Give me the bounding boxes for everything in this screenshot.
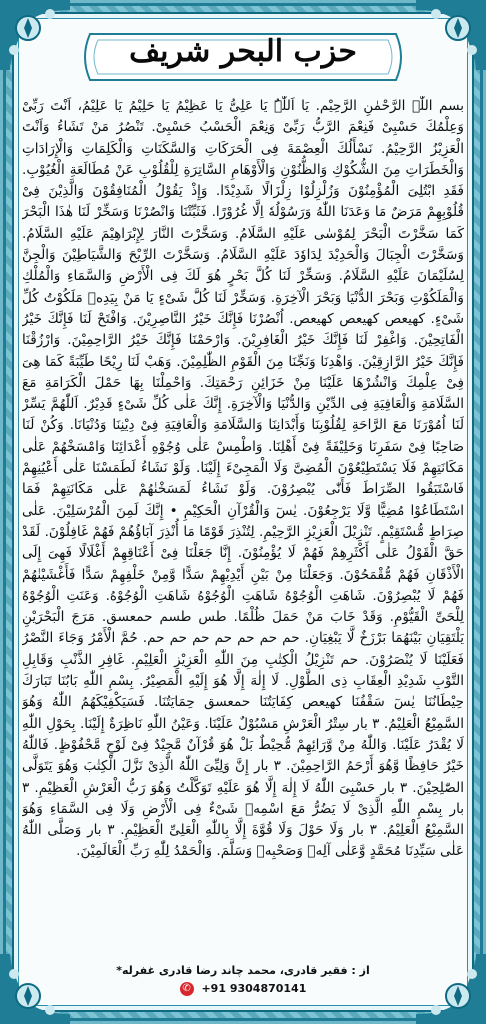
footer-phone[interactable]: +91 9304870141	[201, 982, 307, 995]
footer-phone-row	[60, 980, 426, 998]
footer-credit: از : فقیر قادری، محمد چاند رضا قادری غفرله*	[116, 964, 370, 977]
corner-ornament-bottom-right	[416, 954, 486, 1024]
title-banner	[80, 26, 406, 88]
corner-ornament-top-left	[0, 0, 70, 70]
page-title: حزب البحر شریف	[129, 34, 357, 69]
footer	[60, 962, 426, 1008]
phone-icon: ✆	[180, 982, 194, 996]
dua-body-text: بسم اللّٰہ الرَّحْمٰنِ الرَّحِیْم. یَا اَللّٰہُ یَا عَلِیُّ یَا عَظِیْمُ یَا حَلِیْمُ یَا عَلِیْمُ، اَنْتَ رَبِّیْ وَعِلْمُكَ حَسْبِیْ فَنِعْمَ الرَّبُّ رَبِّیْ وَنِعْمَ الْحَسْبُ حَسْبِیْ. تَنْصُرُ مَنْ تَشَاءُ وَاَنْتَ الْعَزِیْزُ الرَّحِیْمُ. نَسْأَلُكَ الْعِصْمَةَ فِی الْحَرَكَاتِ وَالسَّكَنَاتِ وَالْكَلِمَاتِ وَالْإِرَادَاتِ وَالْخَطَرَاتِ مِنَ الشُّكُوْكِ وَالظُّنُوْنِ وَالْأَوْهَامِ السَّاتِرَةِ لِلْقُلُوْبِ عَنْ مُطَالَعَةِ الْغُیُوْبِ. فَقَدِ ابْتُلِیَ الْمُؤْمِنُوْنَ وَزُلْزِلُوْا زِلْزَالًا شَدِیْدًا. وَإِذْ یَقُوْلُ الْمُنَافِقُوْنَ وَالَّذِیْنَ فِیْ قُلُوْبِهِمْ مَرَضٌ مَا وَعَدَنَا اللّٰهُ وَرَسُوْلُهٗ اِلَّا غُرُوْرًا. فَثَبِّتْنَا وَانْصُرْنَا وَسَخِّرْ لَنَا هٰذَا الْبَحْرَ كَمَا سَخَّرْتَ الْبَحْرَ لِمُوْسٰى عَلَیْهِ السَّلَامُ. وَسَخَّرْتَ النَّارَ لِإِبْرَاهِیْمَ عَلَیْهِ السَّلَامُ. وَسَخَّرْتَ الْجِبَالَ وَالْحَدِیْدَ لِدَاوٗدَ عَلَیْهِ السَّلَامُ. وَسَخَّرْتَ الرِّیْحَ وَالشَّیَاطِیْنَ وَالْجِنَّ لِسُلَیْمَانَ عَلَیْهِ السَّلَامُ. وَسَخِّرْ لَنَا كُلَّ بَحْرٍ هُوَ لَكَ فِی الْأَرْضِ وَالسَّمَاءِ وَالْمُلْكِ وَالْمَلَكُوْتِ وَبَحْرَ الدُّنْیَا وَبَحْرَ الْآخِرَةِ. وَسَخِّرْ لَنَا كُلَّ شَیْءٍ یَا مَنْ بِیَدِهٖ مَلَكُوْتُ كُلِّ شَیْءٍ. كهيعص كهيعص كهيعص. اُنْصُرْنَا فَإِنَّكَ خَیْرُ النَّاصِرِیْنَ. وَافْتَحْ لَنَا فَإِنَّكَ خَیْرُ الْفَاتِحِیْنَ. وَاغْفِرْ لَنَا فَإِنَّكَ خَیْرُ الْغَافِرِیْنَ. وَارْحَمْنَا فَإِنَّكَ خَیْرُ الرَّاحِمِیْنَ. وَارْزُقْنَا فَإِنَّكَ خَیْرُ الرَّازِقِیْنَ. وَاهْدِنَا وَنَجِّنَا مِنَ الْقَوْمِ الظّٰلِمِیْنَ. وَهَبْ لَنَا رِیْحًا طَیِّبَةً كَمَا هِیَ فِیْ عِلْمِكَ وَانْشُرْهَا عَلَیْنَا مِنْ خَزَائِنِ رَحْمَتِكَ. وَاحْمِلْنَا بِهَا حَمْلَ الْكَرَامَةِ مَعَ السَّلَامَةِ وَالْعَافِیَةِ فِی الدِّیْنِ وَالدُّنْیَا وَالْآخِرَةِ. إِنَّكَ عَلٰى كُلِّ شَیْءٍ قَدِیْرٌ. اَللّٰهُمَّ یَسِّرْ لَنَا اُمُوْرَنَا مَعَ الرَّاحَةِ لِقُلُوْبِنَا وَأَبْدَانِنَا وَالسَّلَامَةِ وَالْعَافِیَةِ فِیْ دِیْنِنَا وَدُنْیَانَا. وَكُنْ لَنَا صَاحِبًا فِیْ سَفَرِنَا وَخَلِیْفَةً فِیْ أَهْلِنَا. وَاطْمِسْ عَلٰى وُجُوْهِ أَعْدَائِنَا وَامْسَخْهُمْ عَلٰى مَكَانَتِهِمْ فَلَا یَسْتَطِیْعُوْنَ الْمُضِیَّ وَلَا الْمَجِیْءَ إِلَیْنَا. وَلَوْ نَشَاءُ لَطَمَسْنَا عَلٰى أَعْیُنِهِمْ فَاسْتَبَقُوا الصِّرَاطَ فَأَنّٰى یُبْصِرُوْنَ. وَلَوْ نَشَاءُ لَمَسَخْنٰهُمْ عَلٰى مَكَانَتِهِمْ فَمَا اسْتَطَاعُوْا مُضِیًّا وَّلَا یَرْجِعُوْنَ. یٰسٓ وَالْقُرْآنِ الْحَكِیْمِ • إِنَّكَ لَمِنَ الْمُرْسَلِیْنَ. عَلٰى صِرَاطٍ مُّسْتَقِیْمٍ. تَنْزِیْلَ الْعَزِیْزِ الرَّحِیْمِ. لِتُنْذِرَ قَوْمًا مَا أُنْذِرَ آبَاؤُهُمْ فَهُمْ غَافِلُوْنَ. لَقَدْ حَقَّ الْقَوْلُ عَلٰى أَكْثَرِهِمْ فَهُمْ لَا یُؤْمِنُوْنَ. إِنَّا جَعَلْنَا فِیْ أَعْنَاقِهِمْ أَغْلَالًا فَهِیَ إِلَى الْأَذْقَانِ فَهُمْ مُّقْمَحُوْنَ. وَجَعَلْنَا مِنْ بَیْنِ أَیْدِیْهِمْ سَدًّا وَّمِنْ خَلْفِهِمْ سَدًّا فَأَغْشَیْنٰهُمْ فَهُمْ لَا یُبْصِرُوْنَ. شَاهَتِ الْوُجُوْهُ شَاهَتِ الْوُجُوْهُ شَاهَتِ الْوُجُوْهُ. وَعَنَتِ الْوُجُوْهُ لِلْحَیِّ الْقَیُّوْمِ. وَقَدْ خَابَ مَنْ حَمَلَ ظُلْمًا. طس طسم حمعسق. مَرَجَ الْبَحْرَیْنِ یَلْتَقِیَانِ بَیْنَهُمَا بَرْزَخٌ لَّا یَبْغِیَانِ. حم حم حم حم حم حم حم. حُمَّ الْأَمْرُ وَجَاءَ النَّصْرُ فَعَلَیْنَا لَا یُنْصَرُوْنَ. حم تَنْزِیْلُ الْكِتٰبِ مِنَ اللّٰهِ الْعَزِیْزِ الْعَلِیْمِ. غَافِرِ الذَّنْبِ وَقَابِلِ التَّوْبِ شَدِیْدِ الْعِقَابِ ذِی الطَّوْلِ. لَا إِلٰهَ إِلَّا هُوَ إِلَیْهِ الْمَصِیْرُ. بِسْمِ اللّٰهِ بَابُنَا تَبَارَكَ حِیْطَانُنَا یٰسٓ سَقْفُنَا كهيعص كِفَایَتُنَا حمعسق حِمَایَتُنَا. فَسَیَكْفِیْكَهُمُ اللّٰهُ وَهُوَ السَّمِیْعُ الْعَلِیْمُ. ۳ بار سِتْرُ الْعَرْشِ مَسْبُوْلٌ عَلَیْنَا. وَعَیْنُ اللّٰهِ نَاظِرَةٌ إِلَیْنَا. بِحَوْلِ اللّٰهِ لَا یُقْدَرُ عَلَیْنَا. وَاللّٰهُ مِنْ وَّرَائِهِمْ مُّحِیْطٌ بَلْ هُوَ قُرْآنٌ مَّجِیْدٌ فِیْ لَوْحٍ مَّحْفُوْظٍ. فَاللّٰهُ خَیْرٌ حَافِظًا وَّهُوَ أَرْحَمُ الرَّاحِمِیْنَ. ۳ بار إِنَّ وَلِیِّیَ اللّٰهُ الَّذِیْ نَزَّلَ الْكِتٰبَ وَهُوَ یَتَوَلَّى الصّٰلِحِیْنَ. ۳ بار حَسْبِیَ اللّٰهُ لَا إِلٰهَ إِلَّا هُوَ عَلَیْهِ تَوَكَّلْتُ وَهُوَ رَبُّ الْعَرْشِ الْعَظِیْمِ. ۳ بار بِسْمِ اللّٰهِ الَّذِیْ لَا یَضُرُّ مَعَ اسْمِهٖ شَیْءٌ فِی الْأَرْضِ وَلَا فِی السَّمَاءِ وَهُوَ السَّمِیْعُ الْعَلِیْمُ. ۳ بار وَلَا حَوْلَ وَلَا قُوَّةَ إِلَّا بِاللّٰهِ الْعَلِیِّ الْعَظِیْمِ. ۳ بار وَصَلَّى اللّٰهُ عَلٰى سَیِّدِنَا مُحَمَّدٍ وَّعَلٰى آلِهٖ وَصَحْبِهٖ وَسَلَّمَ. وَالْحَمْدُ لِلّٰهِ رَبِّ الْعَالَمِیْنَ.	[22, 98, 464, 860]
corner-ornament-top-right	[416, 0, 486, 70]
